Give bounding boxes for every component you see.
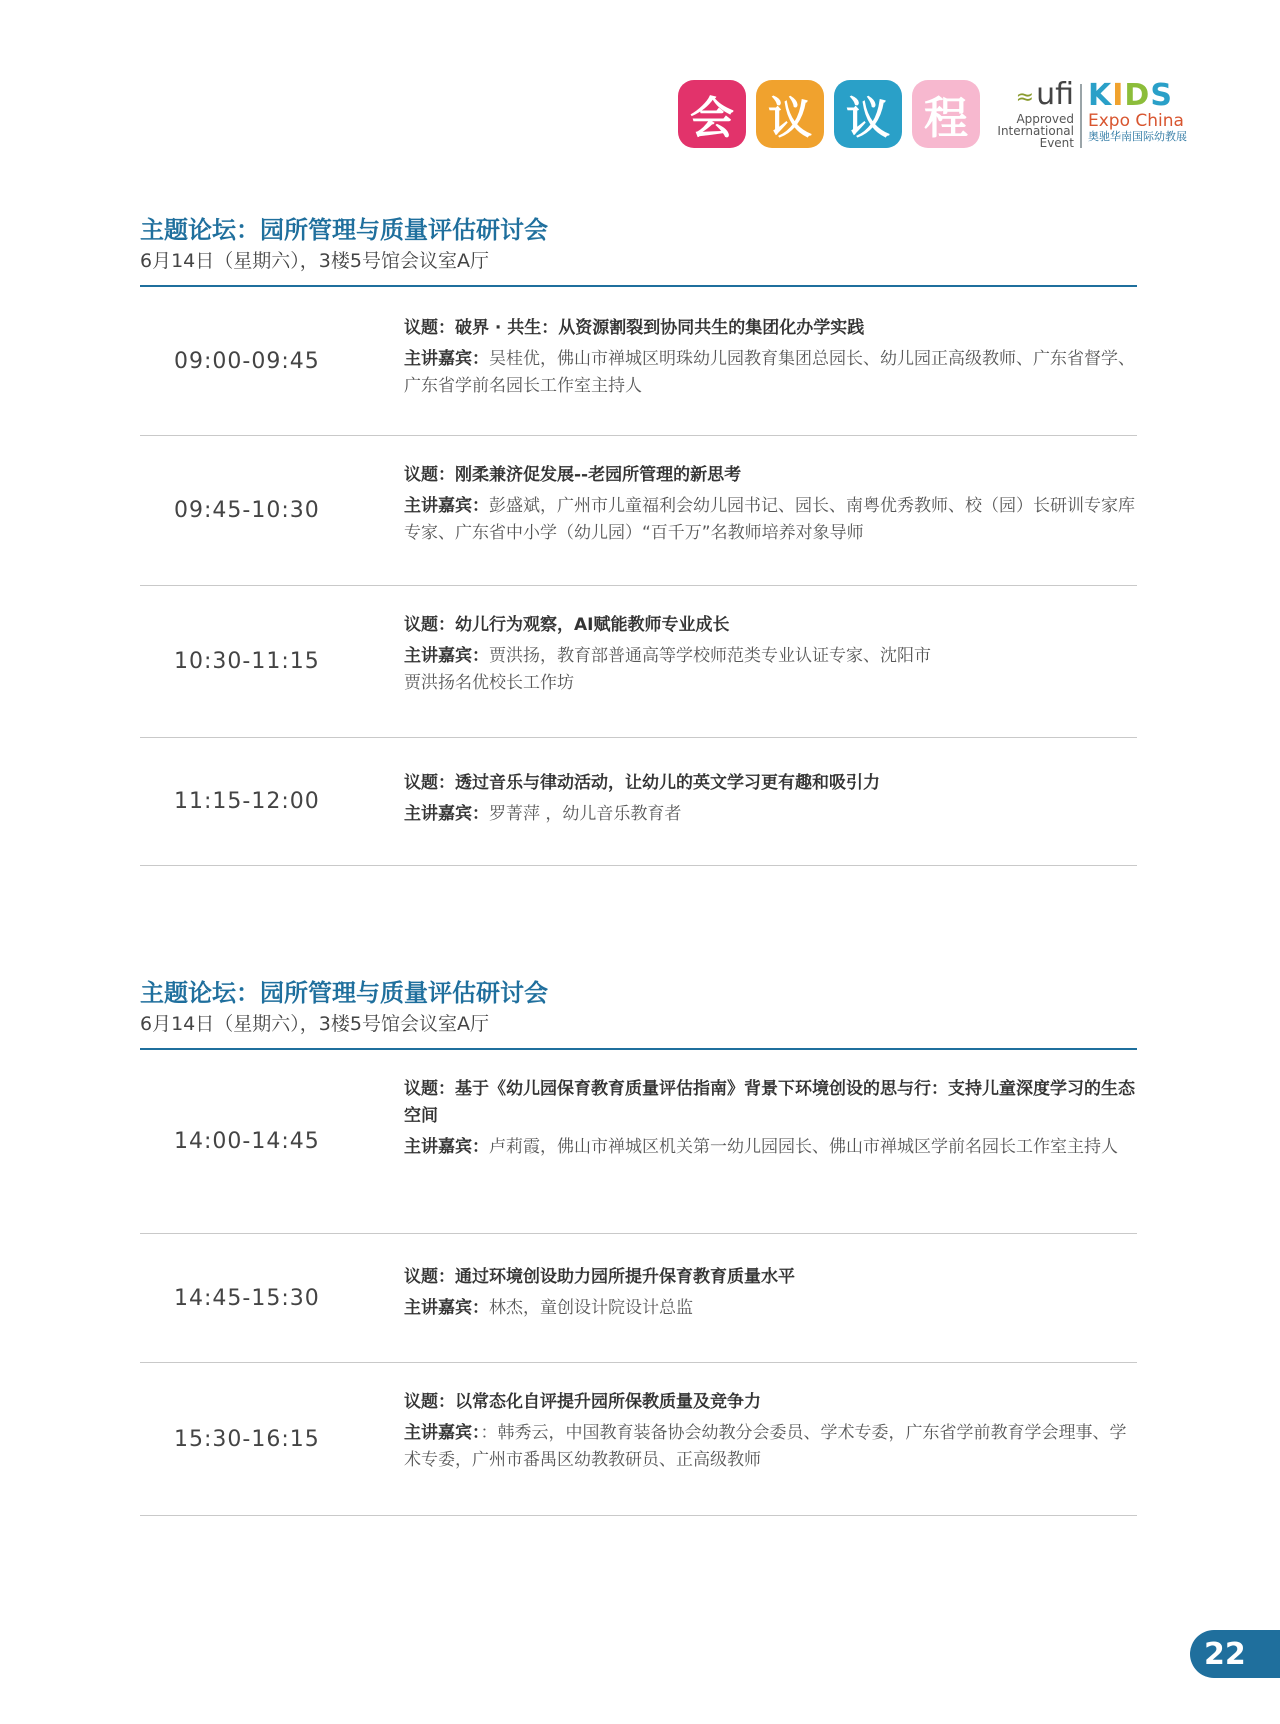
ufi-line-3: Event [1039,136,1074,150]
section-subtitle: 6月14日（星期六），3楼5号馆会议室A厅 [140,250,489,272]
speaker-info: 林杰，童创设计院设计总监 [489,1298,693,1318]
speaker-info: 彭盛斌，广州市儿童福利会幼儿园书记、园长、南粤优秀教师、校（园）长研训专家库专家、广东省中小学（幼儿园）“百千万”名教师培养对象导师 [404,496,1135,543]
speaker-info: 卢莉霞，佛山市禅城区机关第一幼儿园园长、佛山市禅城区学前名园长工作室主持人 [489,1137,1118,1157]
forum-section-afternoon [140,976,1137,1516]
session-topic: 议题：刚柔兼济促发展--老园所管理的新思考 [404,465,742,485]
speaker-label: 主讲嘉宾： [404,1423,481,1443]
ufi-logo [988,77,1074,152]
speaker-label: 主讲嘉宾： [404,349,489,369]
title-char-2: 议 [756,80,824,148]
session-topic: 议题：以常态化自评提升园所保教质量及竞争力 [404,1392,761,1412]
agenda-row [140,1363,1137,1516]
agenda-row [140,287,1137,436]
session-time: 14:00-14:45 [174,1129,320,1154]
session-time: 15:30-16:15 [174,1426,320,1452]
section-title: 主题论坛：园所管理与质量评估研讨会 [140,216,548,244]
ufi-mark-text: ufi [1036,77,1074,112]
kids-expo-logo: KIDS Expo China 奥驰华南国际幼教展 [1088,80,1200,152]
section-subtitle: 6月14日（星期六），3楼5号馆会议室A厅 [140,1013,489,1035]
speaker-label: 主讲嘉宾： [404,496,489,516]
session-topic: 议题：通过环境创设助力园所提升保育教育质量水平 [404,1267,795,1287]
session-time: 14:45-15:30 [174,1285,320,1311]
speaker-label: 主讲嘉宾： [404,1298,489,1318]
title-char-1: 会 [678,80,746,148]
kids-cn-text: 奥驰华南国际幼教展 [1088,130,1187,143]
agenda-row [140,586,1137,738]
session-time: 09:45-10:30 [174,498,320,523]
agenda-title [678,78,990,150]
ufi-line-2: International [997,124,1074,138]
speaker-info: 吴桂优，佛山市禅城区明珠幼儿园教育集团总园长、幼儿园正高级教师、广东省督学、广东省学前名园长工作室主持人 [404,349,1135,396]
speaker-info: ：韩秀云，中国教育装备协会幼教分会委员、学术专委，广东省学前教育学会理事、学术专委，广州市番禺区幼教教研员、正高级教师 [404,1423,1127,1470]
session-time: 09:00-09:45 [174,348,320,374]
title-char-4: 程 [912,80,980,148]
speaker-info: 罗菁萍 ，幼儿音乐教育者 [489,804,682,824]
speaker-info: 贾洪扬，教育部普通高等学校师范类专业认证专家、沈阳市贾洪扬名优校长工作坊 [404,646,931,693]
session-topic: 议题：破界 · 共生：从资源割裂到协同共生的集团化办学实践 [404,318,865,338]
session-time: 10:30-11:15 [174,649,320,674]
ufi-line-1: Approved [1016,112,1074,126]
session-topic: 议题：基于《幼儿园保育教育质量评估指南》背景下环境创设的思与行：支持儿童深度学习的生态空间 [404,1079,1135,1126]
session-topic: 议题：幼儿行为观察，AI赋能教师专业成长 [404,615,730,635]
ufi-swoosh-icon: ≈ [1015,85,1035,110]
session-time: 11:15-12:00 [174,789,320,814]
section-title: 主题论坛：园所管理与质量评估研讨会 [140,979,548,1007]
speaker-label: 主讲嘉宾： [404,1137,489,1157]
page-number: 22 [1190,1630,1280,1678]
title-char-3: 议 [834,80,902,148]
agenda-row [140,1050,1137,1234]
forum-section-morning [140,213,1137,866]
agenda-row [140,738,1137,866]
agenda-row [140,436,1137,586]
logo-divider [1080,84,1082,148]
agenda-row [140,1234,1137,1363]
session-topic: 议题：透过音乐与律动活动，让幼儿的英文学习更有趣和吸引力 [404,773,880,793]
kids-expo-text: Expo China [1088,111,1184,131]
speaker-label: 主讲嘉宾： [404,804,489,824]
speaker-label: 主讲嘉宾： [404,646,489,666]
